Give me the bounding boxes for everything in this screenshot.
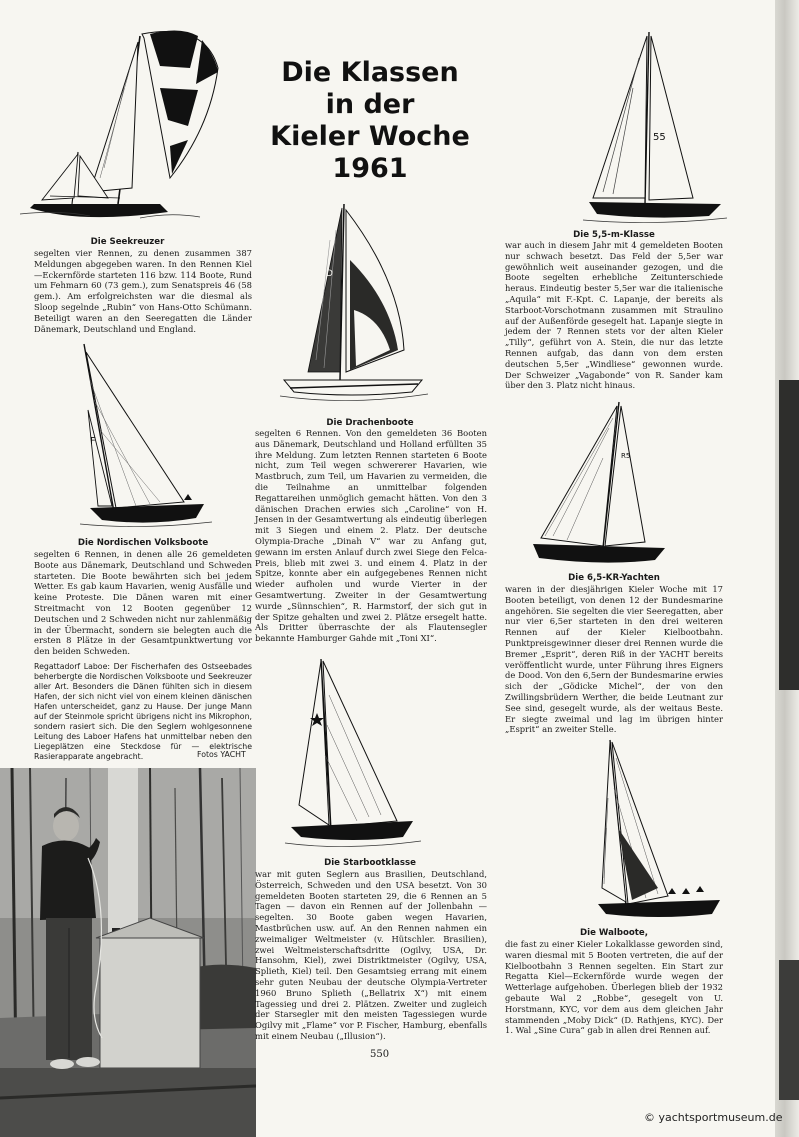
laboe-harbour-photo [0, 768, 256, 1137]
adjacent-page-photo [779, 380, 799, 690]
volksboote-caption: Die Nordischen Volksboote [77, 538, 209, 548]
page-title: Die Klassen in der Kieler Woche 1961 [270, 57, 470, 184]
volksboot-sail-number: F [90, 436, 96, 447]
harbour-scene [0, 768, 256, 1137]
seekreuzer-text: segelten vier Rennen, zu denen zusammen 387 Meldungen abgegeben waren. In den Rennen Kiel—Eckernförde starteten 116 bzw. 114 Boote, Rund um Fehmarn 60 (73 gem.), zum Senatspreis 46 (58 gem.). Am erfolgreichsten war die diesmal als Sloop segelnde „Rubin“ von Hans-Otto Schümann. Beteiligt waren an den Seeregatten die Länder Dänemark, Deutschland und England. [34, 248, 252, 334]
drachenboote-text: segelten 6 Rennen. Von den gemeldeten 36 Booten aus Dänemark, Deutschland und Holland erfüllten 35 ihre Meldung. Zum letzten Rennen starteten 6 Boote nicht, zum Teil wegen schwererer Havarien, wie Mastbruch, zum Teil, um Havarien zu vermeiden, die die Teilnahme an unmittelbar folgenden Regattareihen unmöglich gemacht hätten. Von den 3 dänischen Drachen erwies sich „Caroline“ von H. Jensen in der Gesamtwertung als eindeutig überlegen mit 3 Siegen und einem 2. Platz. Der deutsche Olympia-Drache „Dinah V“ war zu Anfang gut, gewann im ersten Anlauf durch zwei Siege den Felca-Preis, blieb mit zwei 3. und einem 4. Platz in der Spitze, konnte aber ein aufgegebenes Rennen nicht wieder aufholen und wurde Vierter in der Gesamtwertung. Zweiter in der Gesamtwertung wurde „Sünnschien“, R. Harmstorf, der sich gut in der Spitze gehalten und zwei 2. Plätze ersegelt hatte. Als Dritter überraschte der als Flautensegler bekannte Hamburger Gahde mit „Toni XI“. [255, 428, 487, 644]
adjacent-page-photo-lower [779, 960, 799, 1100]
walboote-caption: Die Walboote, [580, 928, 648, 938]
m55-caption: Die 5,5-m-Klasse [573, 230, 655, 240]
seekreuzer-caption: Die Seekreuzer [90, 237, 165, 247]
watermark: © yachtsportmuseum.de [644, 1111, 783, 1124]
starboot-text: war mit guten Seglern aus Brasilien, Deutschland, Österreich, Schweden und den USA besetzt. Von 30 gemeldeten Booten starteten 29, die 6 Rennen an 5 Tagen — davon ein Rennen auf der Jollenbahn — segelten. 30 Boote gaben wegen Havarien, Mastbrüchen usw. auf. An den Rennen nahmen ein zweimaliger Weltmeister (v. Hütschler. Brasilien), zwei Weltmeisterschaftsdritte (Ogilvy, USA, Dr. Hansohm, Kiel), zwei Distriktmeister (Ogilvy, USA, Splieth, Kiel) teil. Den Gesamtsieg errang mit einem sehr guten Neubau der deutsche Olympia-Vertreter 1960 Bruno Splieth („Bellatrix X“) mit einem Tagessieg und drei 2. Plätzen. Zweiter und zugleich der Starsegler mit den meisten Tagessiegen wurde Ogilvy mit „Flame“ vor P. Fischer, Hamburg, ebenfalls mit einem Neubau („Illusion“). [255, 869, 487, 1041]
drachenboote-caption: Die Drachenboote [326, 418, 414, 428]
starboot-caption: Die Starbootklasse [324, 858, 416, 868]
kr-caption: Die 6,5-KR-Yachten [568, 573, 660, 583]
drachen-sail-number: D [326, 269, 333, 279]
volksboot-illustration [80, 340, 215, 530]
adjacent-page-edge [775, 0, 799, 1137]
volksboote-text: segelten 6 Rennen, in denen alle 26 gemeldeten Boote aus Dänemark, Deutschland und Schweden starteten. Die Boote bewährten sich bei jedem Wetter. Es gab kaum Havarien, wenig Ausfälle und keine Proteste. Die Dänen waren mit einer Streitmacht von 12 Booten gegenüber 12 Deutschen und 2 Schweden nicht nur zahlenmäßig in der Übermacht, sondern sie belegten auch die ersten 8 Plätze in der Gesamtpunktwertung vor den beiden Schweden. [34, 549, 252, 657]
laboe-text: Regattadorf Laboe: Der Fischerhafen des Ostseebades beherbergte die Nordischen Volksboote und Seekreuzer aller Art. Besonders die Dänen fühlten sich in diesem Hafen, der sich nicht viel von einem kleinen dänischen Hafen unterscheidet, ganz zu Hause. Der junge Mann auf der Steinmole spricht übrigens nicht ins Mikrophon, sondern rasiert sich. Die den Seglern wohlgesonnene Leitung des Laboer Hafens hat unmittelbar neben den Liegeplätzen eine Steckdose für — elektrische Rasierapparate angebracht. [34, 662, 252, 761]
kr-sail-number: R5 [621, 452, 631, 460]
m55-illustration [583, 28, 728, 223]
kr-text: waren in der diesjährigen Kieler Woche mit 17 Booten beteiligt, von denen 12 der Bundesmarine angehören. Sie segelten die vier Seeregatten, aber nur vier 6,5er starteten in den drei weiteren Rennen auf der Kieler Kielbootbahn. Punktpreisgewinner dieser drei Rennen wurde die Bremer „Esprit“, deren Riß in der YACHT bereits veröffentlicht wurde, unter Führung ihres Eigners de Dood. Von den 6,5ern der Bundesmarine erwies sich der „Gödicke Michel“, der von den Zwillingsbrüdern Werther, die beide Leutnant zur See sind, gesegelt wurde, als der weitaus Beste. Er siegte zweimal und lag im übrigen hinter „Esprit“ an zweiter Stelle. [505, 584, 723, 735]
drachenboot-illustration [280, 200, 430, 410]
walboot-illustration [598, 738, 723, 923]
starboot-illustration [285, 655, 425, 850]
photo-credit: Fotos YACHT [197, 750, 246, 759]
seekreuzer-illustration [20, 28, 235, 228]
page-number: 550 [370, 1049, 390, 1060]
kr-illustration [533, 398, 673, 568]
walboote-text: die fast zu einer Kieler Lokalklasse geworden sind, waren diesmal mit 5 Booten vertreten, die auf der Kielbootbahn 3 Rennen segelten. Ein Start zur Regatta Kiel—Eckernförde wurde wegen der Wetterlage aufgehoben. Überlegen blieb der 1932 gebaute Wal 2 „Robbe“, gesegelt von U. Horstmann, KYC, vor dem aus dem gleichen Jahr stammenden „Moby Dick“ (D. Rathjens, KYC). Der 1. Wal „Sine Cura“ gab in allen drei Rennen auf. [505, 939, 723, 1036]
m55-sail-number: 55 [653, 132, 666, 143]
m55-text: war auch in diesem Jahr mit 4 gemeldeten Booten nur schwach besetzt. Das Feld der 5,5er war gewöhnlich weit auseinander gezogen, und die Boote segelten erhebliche Zeitunterschiede heraus. Eindeutig bester 5,5er war die italienische „Aquila“ mit F.-Kpt. C. Lapanje, der bereits als Starboot-Vorschotmann zusammen mit Straulino auf der Außenförde gesegelt hat. Lapanje siegte in jedem der 7 Rennen stets vor der alten Kieler „Tilly“, geführt von A. Stein, die nur das letzte Rennen aufgab, das dann von dem ersten deutschen 5,5er „Windliese“ gewonnen wurde. Der Schweizer „Vagabonde“ von R. Sander kam über den 3. Platz nicht hinaus. [505, 240, 723, 391]
